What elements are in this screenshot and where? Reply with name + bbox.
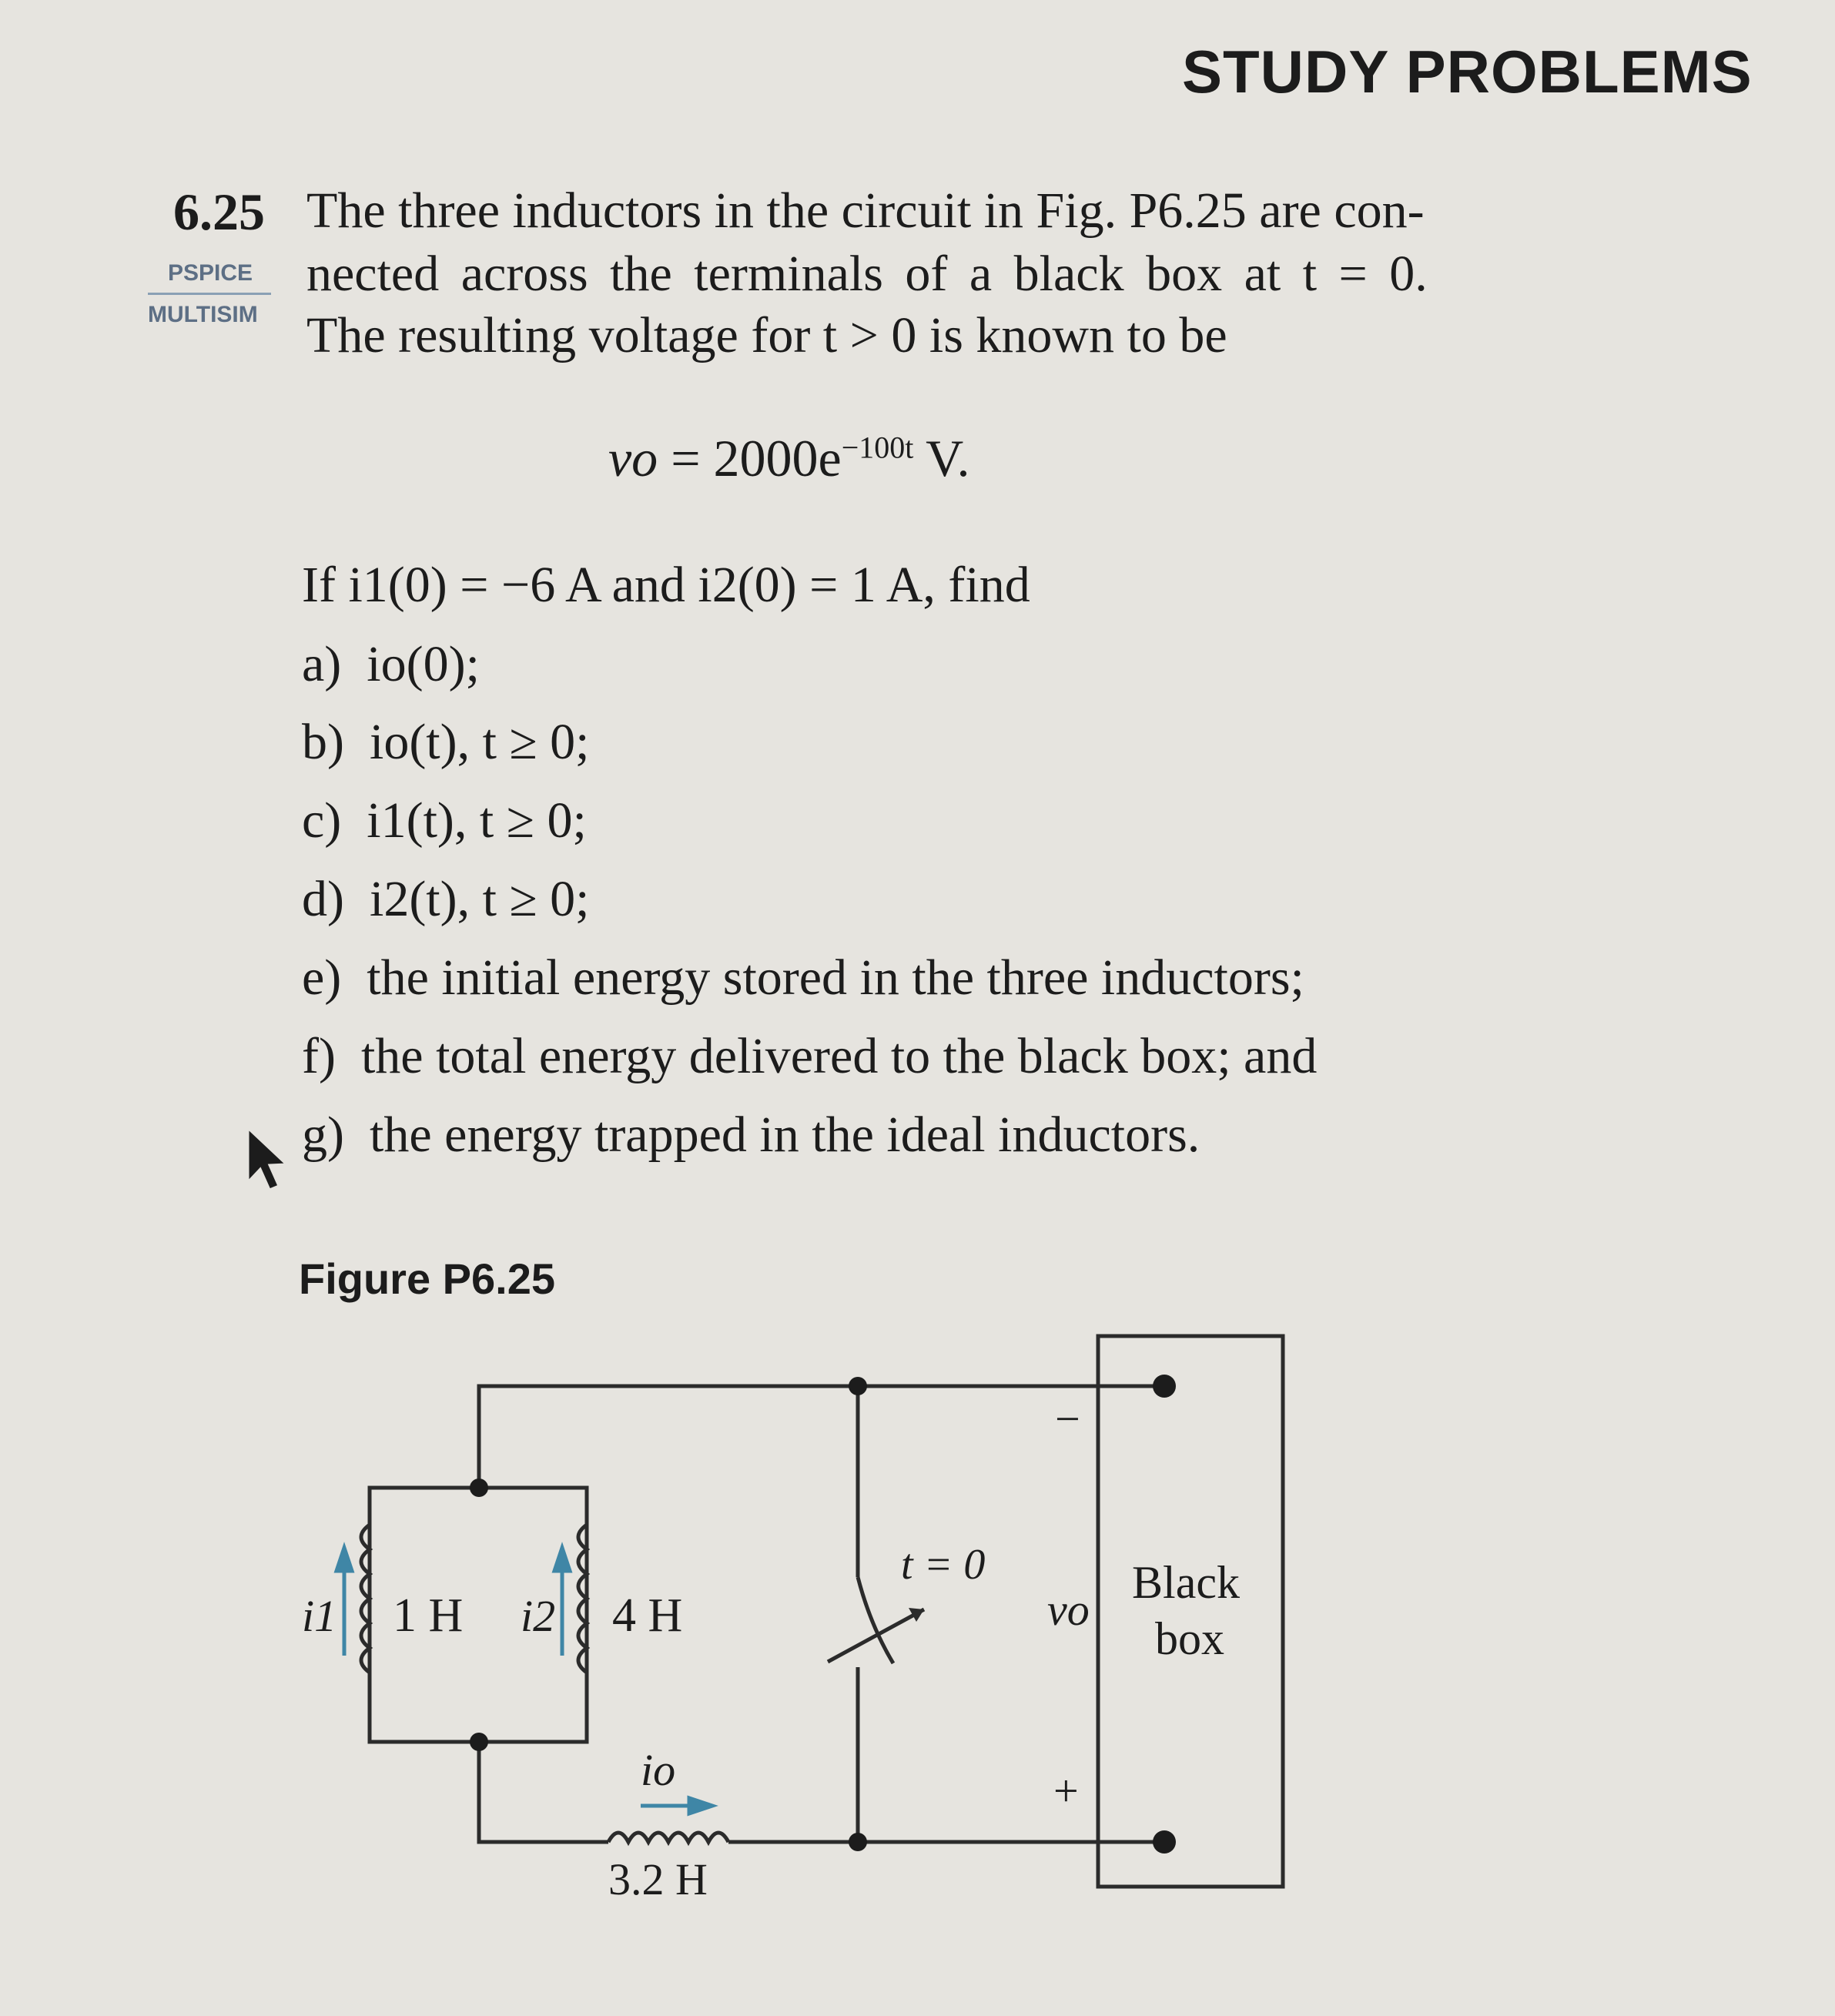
part-f-text: the total energy delivered to the black box; and bbox=[360, 1028, 1318, 1084]
part-a-label: a) bbox=[302, 636, 342, 692]
label-3-2h: 3.2 H bbox=[608, 1854, 708, 1904]
label-black: Black bbox=[1132, 1557, 1240, 1608]
problem-text-line-2: nected across the terminals of a black box at t = 0. bbox=[306, 246, 1428, 302]
terminal-bottom bbox=[1153, 1830, 1176, 1854]
label-minus: − bbox=[1055, 1394, 1080, 1444]
equation-exponent: −100t bbox=[841, 430, 914, 465]
node-bottom-left bbox=[470, 1733, 488, 1751]
page-title: STUDY PROBLEMS bbox=[1182, 38, 1753, 105]
label-io: io bbox=[641, 1745, 676, 1795]
io-arrow-icon bbox=[689, 1798, 712, 1813]
part-d-text: i2(t), t ≥ 0; bbox=[369, 871, 590, 927]
node-top-left bbox=[470, 1479, 488, 1497]
problem-text-line-3: The resulting voltage for t > 0 is known to be bbox=[306, 307, 1227, 363]
multisim-tag: MULTISIM bbox=[148, 302, 258, 327]
inductor-4h bbox=[578, 1525, 587, 1673]
terminal-top bbox=[1153, 1375, 1176, 1398]
label-i2: i2 bbox=[521, 1591, 556, 1641]
pspice-tag: PSPICE bbox=[168, 260, 253, 286]
inductor-1h bbox=[361, 1525, 370, 1673]
part-f-label: f) bbox=[302, 1028, 336, 1084]
problem-text-line-1: The three inductors in the circuit in Fig. P6.25 are con- bbox=[306, 183, 1425, 239]
label-box: box bbox=[1155, 1613, 1224, 1664]
equation-lhs: vo bbox=[608, 429, 658, 487]
label-vo: vo bbox=[1047, 1585, 1090, 1635]
switch-blade bbox=[828, 1577, 924, 1663]
part-c-text: i1(t), t ≥ 0; bbox=[367, 792, 587, 849]
given-conditions: If i1(0) = −6 A and i2(0) = 1 A, find bbox=[302, 557, 1030, 613]
label-plus: + bbox=[1053, 1766, 1079, 1816]
part-a-text: io(0); bbox=[367, 636, 480, 692]
figure-caption: Figure P6.25 bbox=[299, 1254, 556, 1303]
label-i1: i1 bbox=[302, 1591, 337, 1641]
label-switch-time: t = 0 bbox=[901, 1541, 986, 1589]
node-bottom-switch bbox=[849, 1833, 867, 1851]
problem-number: 6.25 bbox=[173, 183, 265, 241]
part-d-label: d) bbox=[302, 871, 344, 927]
i2-arrow-icon bbox=[554, 1548, 570, 1571]
label-4h: 4 H bbox=[612, 1589, 683, 1642]
black-box bbox=[1098, 1336, 1283, 1887]
label-1h: 1 H bbox=[393, 1589, 464, 1642]
part-b-label: b) bbox=[302, 714, 344, 770]
part-g-text: the energy trapped in the ideal inductors. bbox=[369, 1107, 1200, 1163]
inductor-3-2h bbox=[608, 1833, 728, 1842]
i1-arrow-icon bbox=[337, 1548, 352, 1571]
wire-bottom-left bbox=[479, 1742, 608, 1842]
part-e-label: e) bbox=[302, 949, 342, 1006]
equation-body: = 2000e bbox=[658, 429, 842, 487]
mouse-pointer-icon bbox=[248, 1128, 286, 1190]
part-c-label: c) bbox=[302, 792, 342, 849]
equation-unit: V. bbox=[913, 429, 970, 487]
node-top-switch bbox=[849, 1377, 867, 1395]
part-g-label: g) bbox=[302, 1107, 344, 1163]
part-e-text: the initial energy stored in the three inductors; bbox=[367, 949, 1304, 1006]
part-b-text: io(t), t ≥ 0; bbox=[369, 714, 590, 770]
